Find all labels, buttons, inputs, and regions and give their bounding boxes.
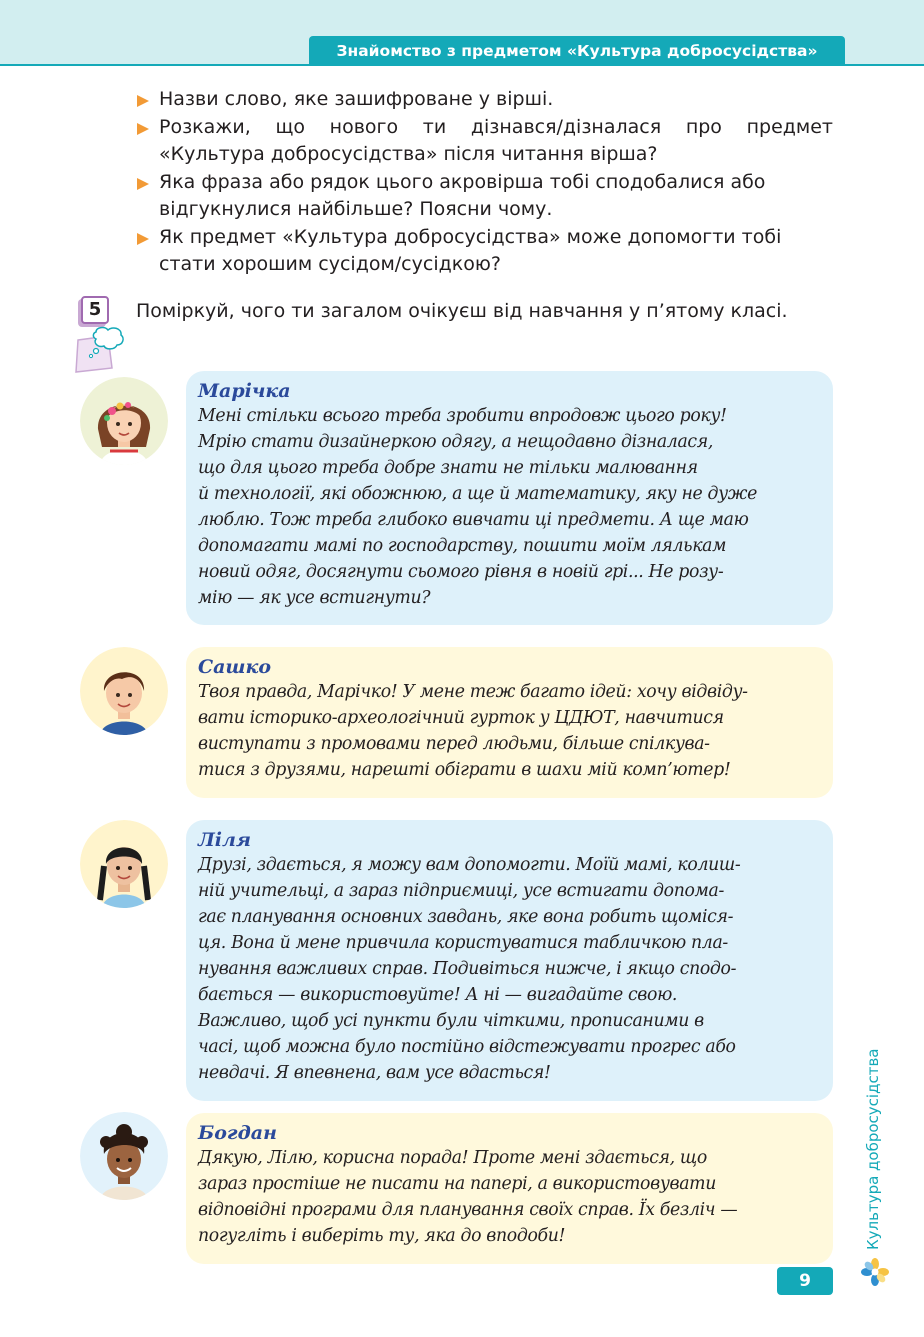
- dialogue-line: Друзі, здається, я можу вам допомогти. Моїй мамі, колиш-: [198, 855, 741, 875]
- dialogue-line: гає планування основних завдань, яке вона робить щоміся-: [198, 907, 734, 927]
- question-list: [135, 86, 833, 279]
- question-line: «Культура добросусідства» після читання вірша?: [159, 143, 658, 165]
- dialogue-line: зараз простіше не писати на папері, а використовувати: [198, 1174, 716, 1194]
- triangle-bullet-icon: [137, 123, 149, 135]
- task-text: Поміркуй, чого ти загалом очікуєш від навчання у п’ятому класі.: [136, 300, 788, 322]
- dialogue-card-bohdan: [186, 1113, 833, 1264]
- dialogue-line: нування важливих справ. Подивіться нижче, і якщо сподо-: [198, 959, 737, 979]
- speaker-name: Богдан: [198, 1122, 277, 1144]
- dialogue-line: відповідні програми для планування своїх справ. Їх безліч —: [198, 1200, 738, 1220]
- question-line: Назви слово, яке зашифроване у вірші.: [159, 88, 554, 110]
- question-line: відгукнулися найбільше? Поясни чому.: [159, 198, 553, 220]
- dialogue-line: Твоя правда, Марічко! У мене теж багато ідей: хочу відвіду-: [198, 682, 748, 702]
- side-label-text: Культура добросусідства: [864, 1048, 882, 1250]
- question-line: Як предмет «Культура добросусідства» може допомогти тобі: [159, 225, 782, 248]
- dialogue-card-sashko: [186, 647, 833, 798]
- dialogue-line: ця. Вона й мене привчила користуватися табличкою пла-: [198, 933, 728, 953]
- dialogue-line: тися з друзями, нарешті обіграти в шахи мій комп’ютер!: [198, 760, 731, 780]
- question-item: [135, 169, 833, 224]
- dialogue-card-lilia: [186, 820, 833, 1101]
- dialogue-line: що для цього треба добре знати не тільки малювання: [198, 458, 698, 478]
- dialogue-line: погугліть і виберіть ту, яка до вподоби!: [198, 1226, 566, 1246]
- flower-icon: [860, 1257, 890, 1287]
- triangle-bullet-icon: [137, 233, 149, 245]
- task-number: 5: [81, 296, 109, 324]
- question-item: [135, 86, 833, 114]
- question-item: [135, 224, 833, 279]
- question-line: Розкажи, що нового ти дізнався/дізналася про предмет: [159, 115, 833, 138]
- running-header: Знайомство з предметом «Культура добросусідства»: [309, 36, 845, 66]
- dialogue-line: вати історико-археологічний гурток у ЦДЮТ, навчитися: [198, 708, 724, 728]
- triangle-bullet-icon: [137, 178, 149, 190]
- dialogue-line: Мені стільки всього треба зробити впродовж цього року!: [198, 406, 727, 426]
- page-number: 9: [777, 1267, 833, 1295]
- dialogue-line: бається — використовуйте! А ні — вигадайте свою.: [198, 985, 678, 1005]
- speech-bubble-icon: [72, 326, 128, 376]
- dialogue-line: виступати з промовами перед людьми, більше спілкува-: [198, 734, 710, 754]
- triangle-bullet-icon: [137, 95, 149, 107]
- dialogue-line: люблю. Тож треба глибоко вивчати ці предмети. А ще маю: [198, 510, 749, 530]
- question-line: стати хорошим сусідом/сусідкою?: [159, 253, 501, 275]
- dialogue-line: ній учительці, а зараз підприємиці, усе встигати допома-: [198, 881, 724, 901]
- question-line: Яка фраза або рядок цього акровірша тобі сподобалися або: [159, 170, 766, 193]
- speaker-name: Сашко: [198, 656, 272, 678]
- speaker-name: Ліля: [198, 829, 252, 851]
- side-subject-label: [862, 1050, 884, 1250]
- dialogue-line: невдачі. Я впевнена, вам усе вдасться!: [198, 1063, 551, 1083]
- bohdan-avatar: [80, 1112, 168, 1200]
- marichka-avatar: [80, 377, 168, 465]
- dialogue-line: Мрію стати дизайнеркою одягу, а нещодавно дізналася,: [198, 432, 713, 452]
- dialogue-line: часі, щоб можна було постійно відстежувати прогрес або: [198, 1037, 736, 1057]
- dialogue-line: новий одяг, досягнути сьомого рівня в новій грі... Не розу-: [198, 562, 724, 582]
- lilia-avatar: [80, 820, 168, 908]
- dialogue-line: мію — як усе встигнути?: [198, 588, 431, 608]
- dialogue-card-marichka: [186, 371, 833, 625]
- speaker-name: Марічка: [198, 380, 291, 402]
- dialogue-line: Важливо, щоб усі пункти були чіткими, прописаними в: [198, 1011, 704, 1031]
- dialogue-line: Дякую, Лілю, корисна порада! Проте мені здається, що: [198, 1148, 707, 1168]
- sashko-avatar: [80, 647, 168, 735]
- question-item: [135, 114, 833, 169]
- dialogue-line: допомагати мамі по господарству, пошити моїм лялькам: [198, 536, 727, 556]
- dialogue-line: й технології, які обожнюю, а ще й математику, яку не дуже: [198, 484, 757, 504]
